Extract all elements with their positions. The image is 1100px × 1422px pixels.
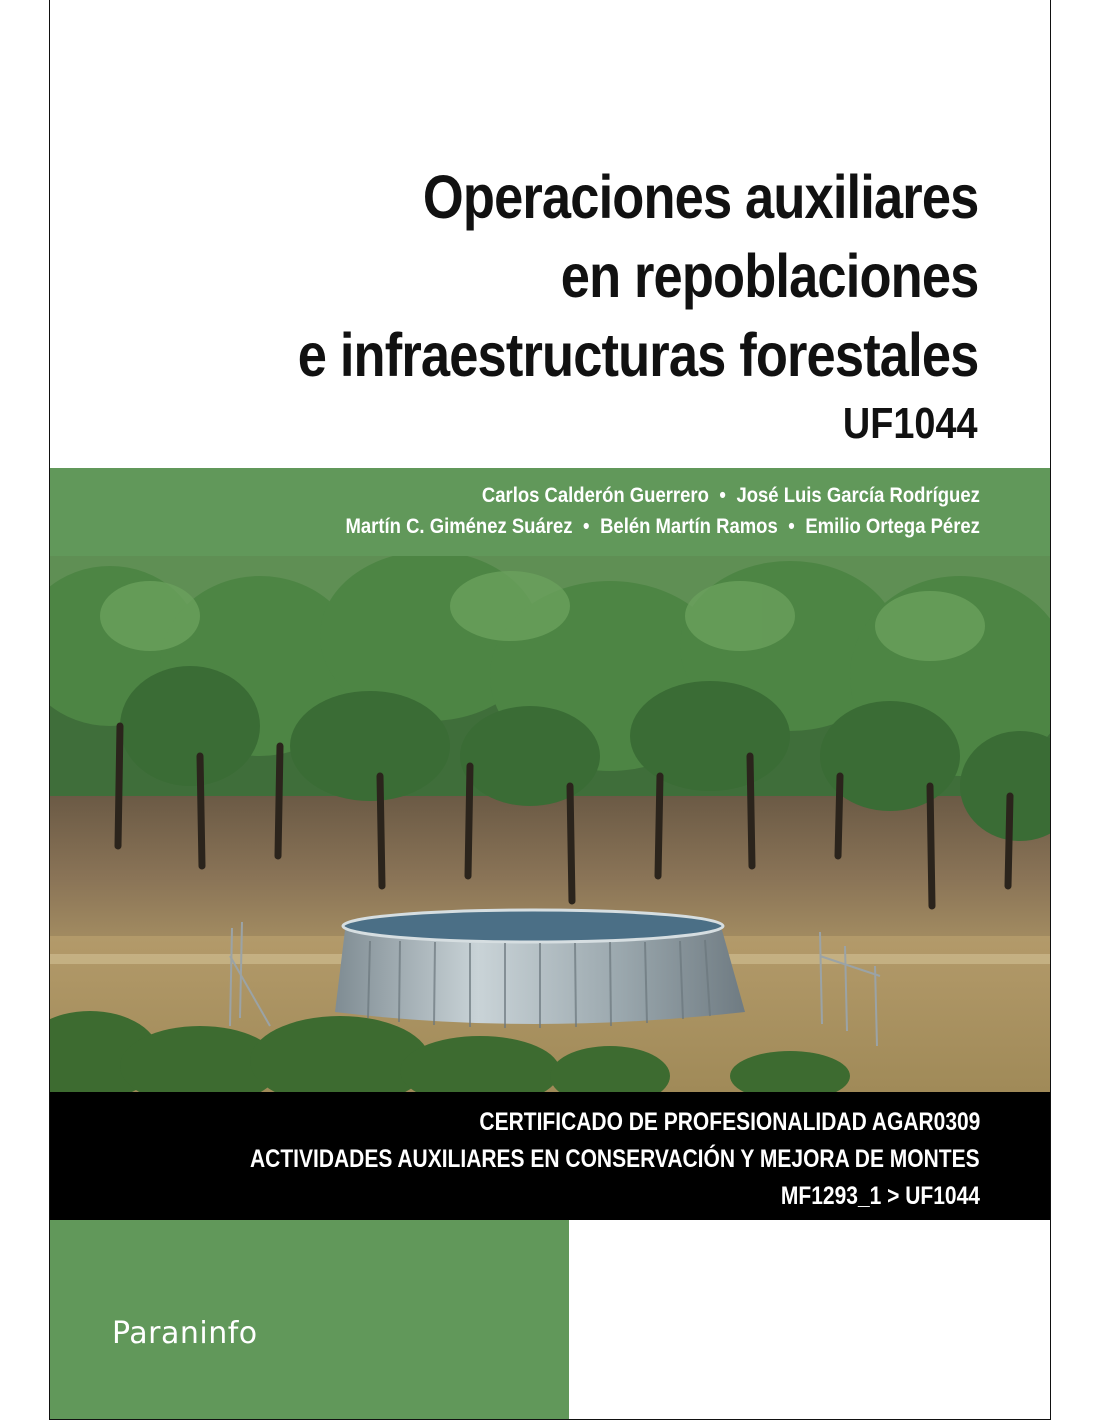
- title-line-3: e infraestructuras forestales: [297, 321, 978, 389]
- certificate-line-3: MF1293_1 > UF1044: [780, 1182, 980, 1210]
- author-separator: •: [583, 515, 590, 538]
- authors-band: [50, 468, 1051, 556]
- author-separator: •: [788, 515, 795, 538]
- author-separator: •: [719, 484, 727, 507]
- author-name: Carlos Calderón Guerrero: [482, 484, 710, 507]
- author-name: Belén Martín Ramos: [600, 515, 778, 538]
- authors-line-1: [482, 484, 980, 508]
- title-line-2: en repoblaciones: [560, 242, 978, 310]
- certificate-band: [50, 1092, 1051, 1220]
- author-name: Emilio Ortega Pérez: [805, 515, 980, 538]
- book-title: [297, 158, 978, 395]
- author-name: José Luis García Rodríguez: [736, 484, 980, 507]
- authors-line-2: [346, 515, 980, 539]
- author-name: Martín C. Giménez Suárez: [345, 515, 573, 538]
- publisher-logo: Paraninfo: [112, 1316, 258, 1351]
- unit-code: UF1044: [843, 399, 978, 448]
- forest-water-tank-illustration: [50, 556, 1051, 1092]
- publisher-block: [50, 1220, 569, 1420]
- certificate-line-1: CERTIFICADO DE PROFESIONALIDAD AGAR0309: [479, 1108, 980, 1136]
- certificate-line-2: ACTIVIDADES AUXILIARES EN CONSERVACIÓN Y MEJORA DE MONTES: [250, 1145, 980, 1173]
- title-line-1: Operaciones auxiliares: [422, 163, 978, 231]
- book-cover: [49, 0, 1051, 1420]
- cover-photo: [50, 556, 1051, 1092]
